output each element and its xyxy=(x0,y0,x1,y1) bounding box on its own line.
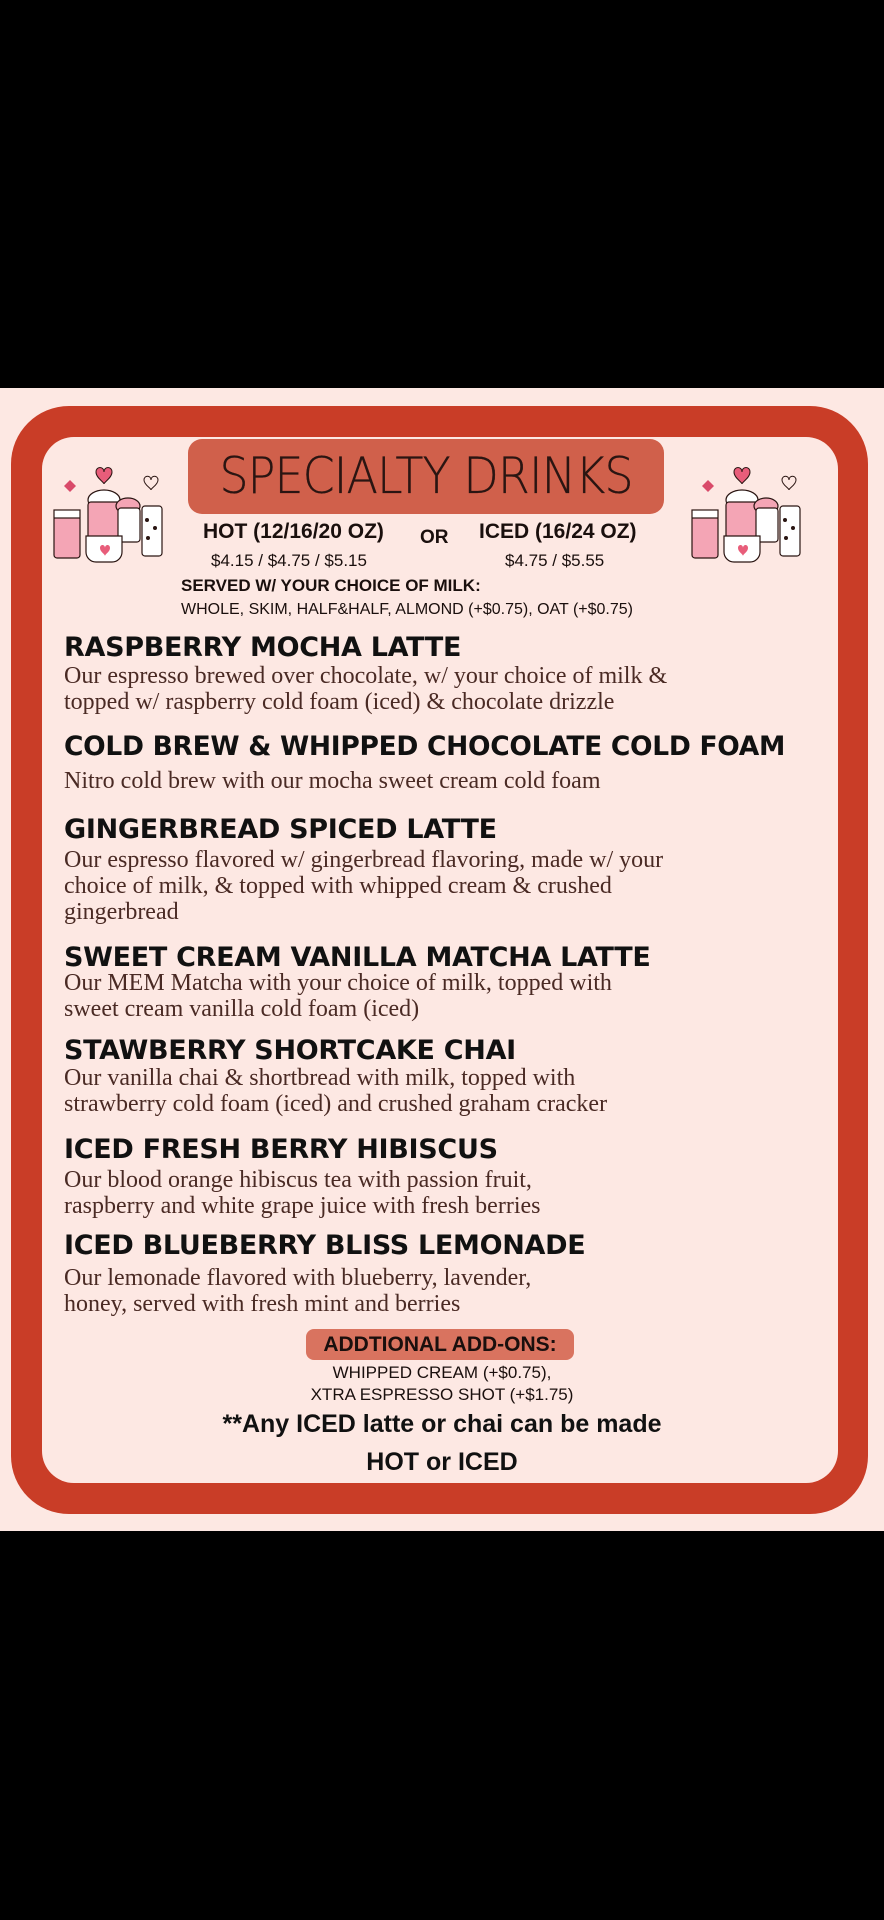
description-line: Our blood orange hibiscus tea with passion fruit, xyxy=(64,1167,532,1193)
drink-name: SWEET CREAM VANILLA MATCHA LATTE xyxy=(64,942,651,973)
addons-title: ADDTIONAL ADD-ONS: xyxy=(323,1333,557,1356)
drink-description xyxy=(64,1065,824,1117)
addon-item: XTRA ESPRESSO SHOT (+$1.75) xyxy=(310,1385,574,1404)
footer-note: **Any ICED latte or chai can be made xyxy=(222,1410,662,1438)
hot-size-heading: HOT (12/16/20 OZ) xyxy=(203,520,384,543)
description-line: choice of milk, & topped with whipped cream & crushed xyxy=(64,873,612,899)
description-line: topped w/ raspberry cold foam (iced) & chocolate drizzle xyxy=(64,689,615,715)
description-line: Nitro cold brew with our mocha sweet cream cold foam xyxy=(64,768,601,794)
description-line: gingerbread xyxy=(64,899,179,925)
menu-image xyxy=(0,388,884,1531)
description-line: Our espresso brewed over chocolate, w/ your choice of milk & xyxy=(64,663,668,689)
drink-description xyxy=(64,1167,824,1219)
drink-name: COLD BREW & WHIPPED CHOCOLATE COLD FOAM xyxy=(64,731,786,762)
hot-prices: $4.15 / $4.75 / $5.15 xyxy=(211,551,367,570)
iced-size-heading: ICED (16/24 OZ) xyxy=(479,520,637,543)
description-line: raspberry and white grape juice with fresh berries xyxy=(64,1193,541,1219)
drink-description xyxy=(64,847,824,925)
iced-prices: $4.75 / $5.55 xyxy=(505,551,605,570)
drink-description xyxy=(64,768,824,794)
drink-description xyxy=(64,970,824,1022)
footer-note: HOT or ICED xyxy=(366,1448,518,1476)
drink-description xyxy=(64,1265,824,1317)
page-title: SPECIALTY DRINKS xyxy=(219,447,633,505)
description-line: Our MEM Matcha with your choice of milk, topped with xyxy=(64,970,612,996)
drink-name: GINGERBREAD SPICED LATTE xyxy=(64,814,497,845)
drink-name: ICED FRESH BERRY HIBISCUS xyxy=(64,1134,498,1165)
addons-badge xyxy=(306,1329,574,1360)
description-line: Our lemonade flavored with blueberry, lavender, xyxy=(64,1265,532,1291)
milk-options: WHOLE, SKIM, HALF&HALF, ALMOND (+$0.75), OAT (+$0.75) xyxy=(181,601,633,618)
description-line: sweet cream vanilla cold foam (iced) xyxy=(64,996,420,1022)
drink-name: ICED BLUEBERRY BLISS LEMONADE xyxy=(64,1230,586,1261)
drink-description xyxy=(64,663,824,715)
coffee-cups-hearts-icon xyxy=(50,458,170,568)
coffee-cups-hearts-icon xyxy=(688,458,808,568)
drink-name: RASPBERRY MOCHA LATTE xyxy=(64,632,462,663)
description-line: strawberry cold foam (iced) and crushed graham cracker xyxy=(64,1091,608,1117)
description-line: Our vanilla chai & shortbread with milk, topped with xyxy=(64,1065,576,1091)
milk-heading: SERVED W/ YOUR CHOICE OF MILK: xyxy=(181,576,481,595)
or-label: OR xyxy=(420,527,449,548)
description-line: Our espresso flavored w/ gingerbread flavoring, made w/ your xyxy=(64,847,664,873)
description-line: honey, served with fresh mint and berries xyxy=(64,1291,461,1317)
addon-item: WHIPPED CREAM (+$0.75), xyxy=(332,1363,552,1382)
drink-name: STAWBERRY SHORTCAKE CHAI xyxy=(64,1035,516,1066)
title-banner xyxy=(188,439,664,514)
